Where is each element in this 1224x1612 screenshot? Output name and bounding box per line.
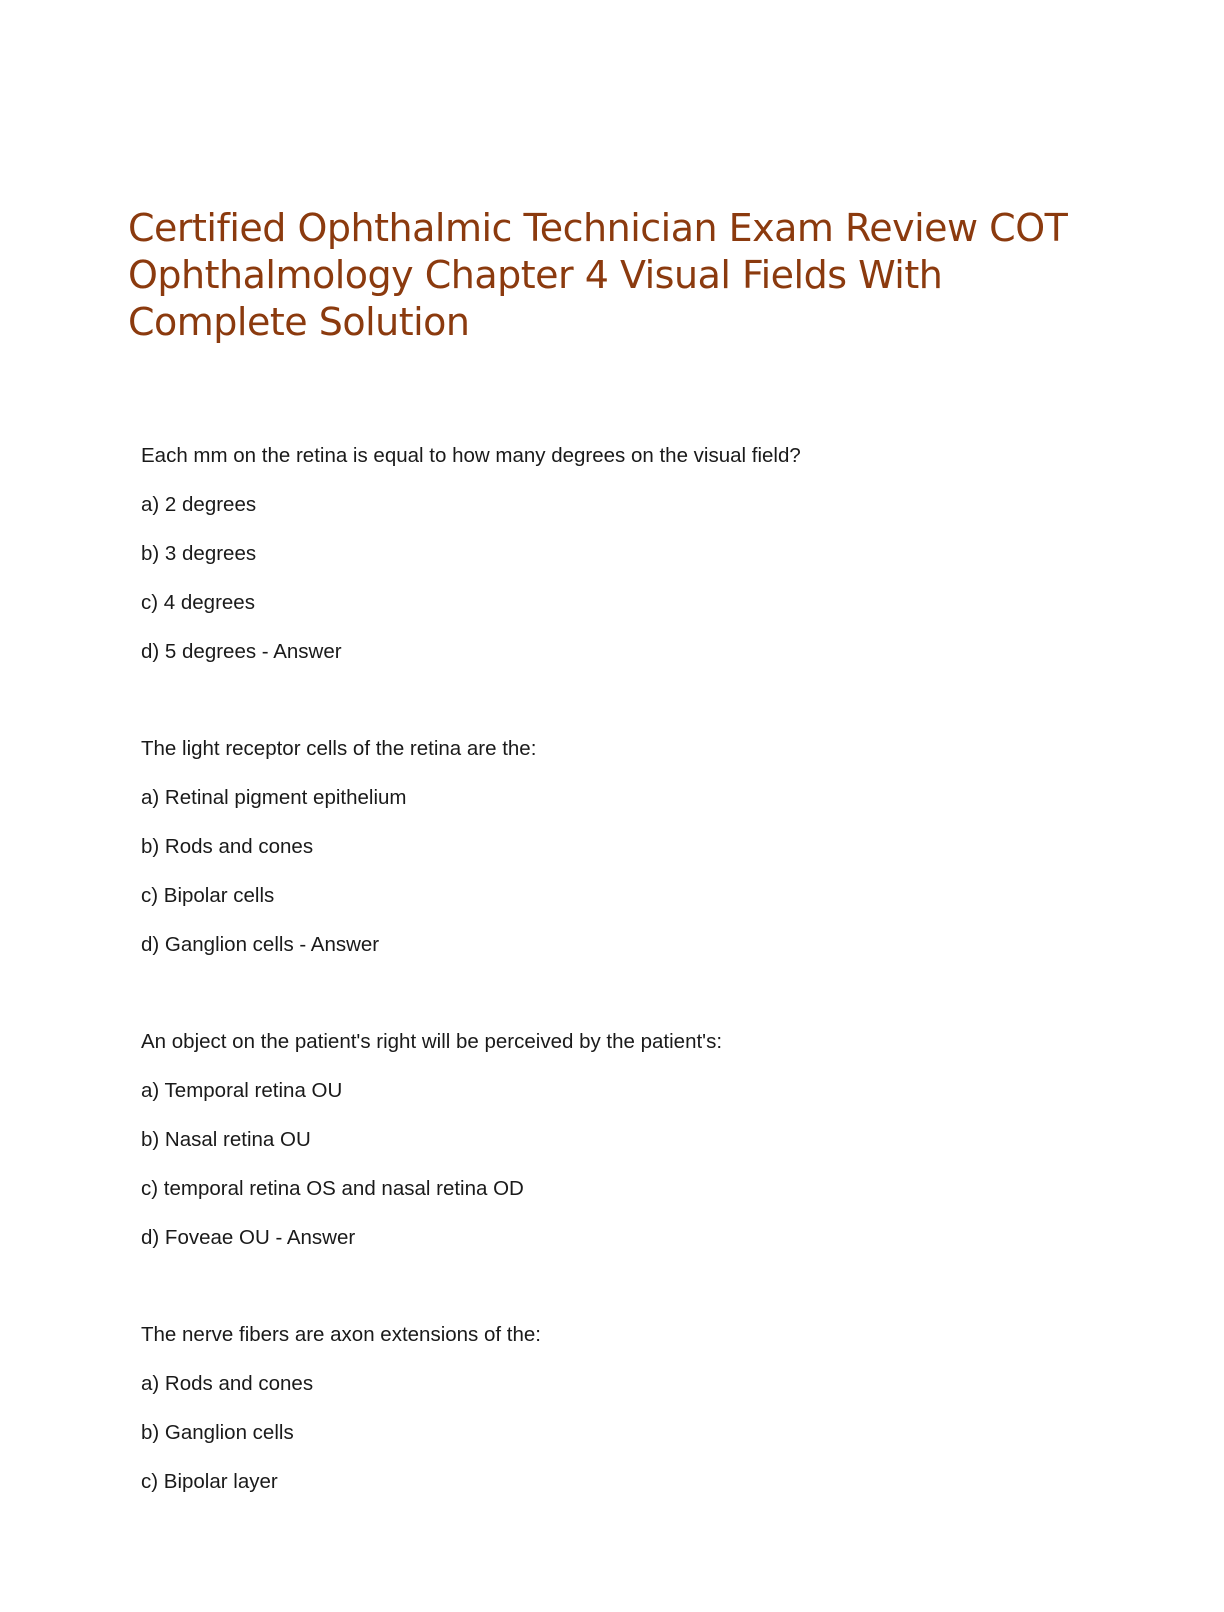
answer-option: d) 5 degrees - Answer — [141, 640, 342, 663]
question-text: An object on the patient's right will be perceived by the patient's: — [141, 1030, 723, 1053]
answer-option: c) temporal retina OS and nasal retina OD — [141, 1177, 524, 1200]
answer-option: a) Rods and cones — [141, 1372, 314, 1395]
question-text: Each mm on the retina is equal to how many degrees on the visual field? — [141, 444, 801, 467]
question-block — [141, 440, 1141, 733]
answer-option: c) Bipolar cells — [141, 884, 275, 907]
answer-option: a) Temporal retina OU — [141, 1079, 343, 1102]
question-text: The light receptor cells of the retina are the: — [141, 737, 537, 760]
answer-option: d) Ganglion cells - Answer — [141, 933, 380, 956]
question-list — [141, 440, 1141, 1612]
question-block — [141, 733, 1141, 1026]
answer-option: a) Retinal pigment epithelium — [141, 786, 407, 809]
answer-option: c) Bipolar layer — [141, 1470, 278, 1493]
answer-option: b) Ganglion cells — [141, 1421, 294, 1444]
answer-option: b) Nasal retina OU — [141, 1128, 311, 1151]
question-text: The nerve fibers are axon extensions of the: — [141, 1323, 541, 1346]
answer-option: d) Foveae OU - Answer — [141, 1226, 356, 1249]
question-block — [141, 1319, 1141, 1612]
question-block — [141, 1026, 1141, 1319]
answer-option: a) 2 degrees — [141, 493, 257, 516]
answer-option: c) 4 degrees — [141, 591, 255, 614]
document-title: Certified Ophthalmic Technician Exam Review COT Ophthalmology Chapter 4 Visual Fields With Complete Solution — [128, 206, 1068, 344]
answer-option: b) 3 degrees — [141, 542, 257, 565]
answer-option: b) Rods and cones — [141, 835, 314, 858]
